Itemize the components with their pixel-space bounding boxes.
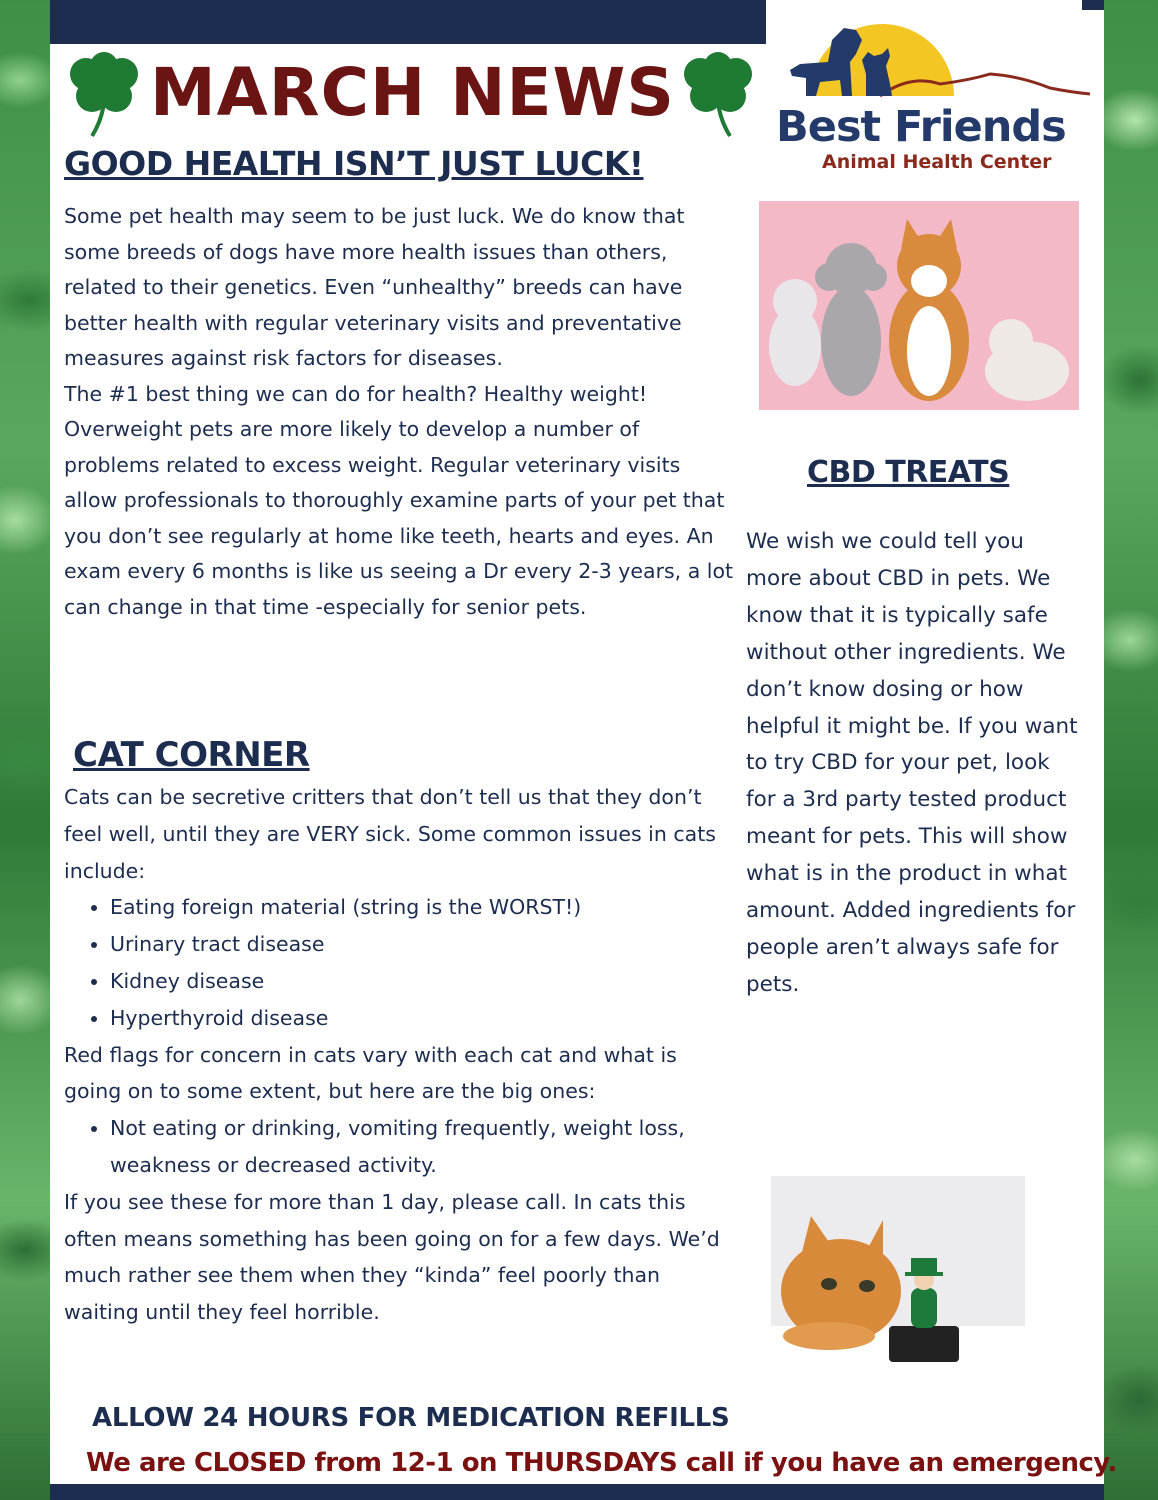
cbd-body: We wish we could tell you more about CBD in pets. We know that it is typically safe without other ingredients. We don’t know dosing or how helpful it might be. If you want to try CBD for your pet, look for a 3rd party tested product meant for pets. This will show what is in the product in what amount. Added ingredients for people aren’t always safe for pets. — [746, 529, 1078, 997]
shamrock-icon — [678, 52, 758, 138]
cbd-heading: CBD TREATS — [807, 455, 1010, 490]
closed-notice: We are CLOSED from 12-1 on THURSDAYS call if you have an emergency. — [86, 1448, 1117, 1478]
red-flags-intro: Red flags for concern in cats vary with each cat and what is going on to some extent, but here are the big ones: — [64, 1042, 677, 1104]
cat-corner-intro: Cats can be secretive critters that don’t tell us that they don’t feel well, until they are VERY sick. Some common issues in cats include: — [64, 785, 716, 883]
good-health-paragraph: Some pet health may seem to be just luck. We do know that some breeds of dogs have more health issues than others, related to their genetics. Even “unhealthy” breeds can have better health with regular veterinary visits and preventative measures against risk factors for diseases. — [64, 204, 685, 370]
logo-graphic — [770, 4, 1100, 114]
cat-corner-body — [64, 779, 736, 1331]
list-item: • Eating foreign material (string is the WORST!) — [110, 889, 736, 926]
refills-notice: ALLOW 24 HOURS FOR MEDICATION REFILLS — [92, 1403, 730, 1433]
bottom-banner-bar — [50, 1484, 1104, 1500]
cat-corner-closing: If you see these for more than 1 day, please call. In cats this often means something has been going on for a few days. We’d much rather see them when they “kinda” feel poorly than waiting until they feel horrible. — [64, 1189, 720, 1325]
good-health-body — [64, 199, 736, 625]
pets-photo — [759, 201, 1079, 410]
clinic-logo — [770, 4, 1100, 184]
cat-issues-list — [64, 889, 736, 1036]
page-title: MARCH NEWS — [150, 54, 675, 131]
cat-illustration — [771, 1176, 1025, 1421]
logo-subtitle: Animal Health Center — [822, 151, 1052, 173]
shamrock-icon — [64, 52, 144, 138]
list-item: • Urinary tract disease — [110, 926, 736, 963]
list-item: • Not eating or drinking, vomiting frequently, weight loss, weakness or decreased activity. — [110, 1110, 736, 1184]
good-health-heading: GOOD HEALTH ISN’T JUST LUCK! — [64, 144, 644, 183]
cat-leprechaun-photo — [771, 1176, 1025, 1421]
top-banner-bar — [50, 0, 766, 44]
logo-name: Best Friends — [776, 102, 1066, 152]
good-health-paragraph: The #1 best thing we can do for health? Healthy weight! Overweight pets are more likely to develop a number of problems related to excess weight. Regular veterinary visits allow professionals to thoroughly examine parts of your pet that you don’t see regularly at home like teeth, hearts and eyes. An exam every 6 months is like us seeing a Dr every 2-3 years, a lot can change in that time -especially for senior pets. — [64, 381, 734, 619]
pets-illustration — [759, 201, 1079, 410]
cat-corner-heading: CAT CORNER — [73, 735, 310, 775]
list-item: • Hyperthyroid disease — [110, 1000, 736, 1037]
list-item: • Kidney disease — [110, 963, 736, 1000]
red-flags-list — [64, 1110, 736, 1184]
